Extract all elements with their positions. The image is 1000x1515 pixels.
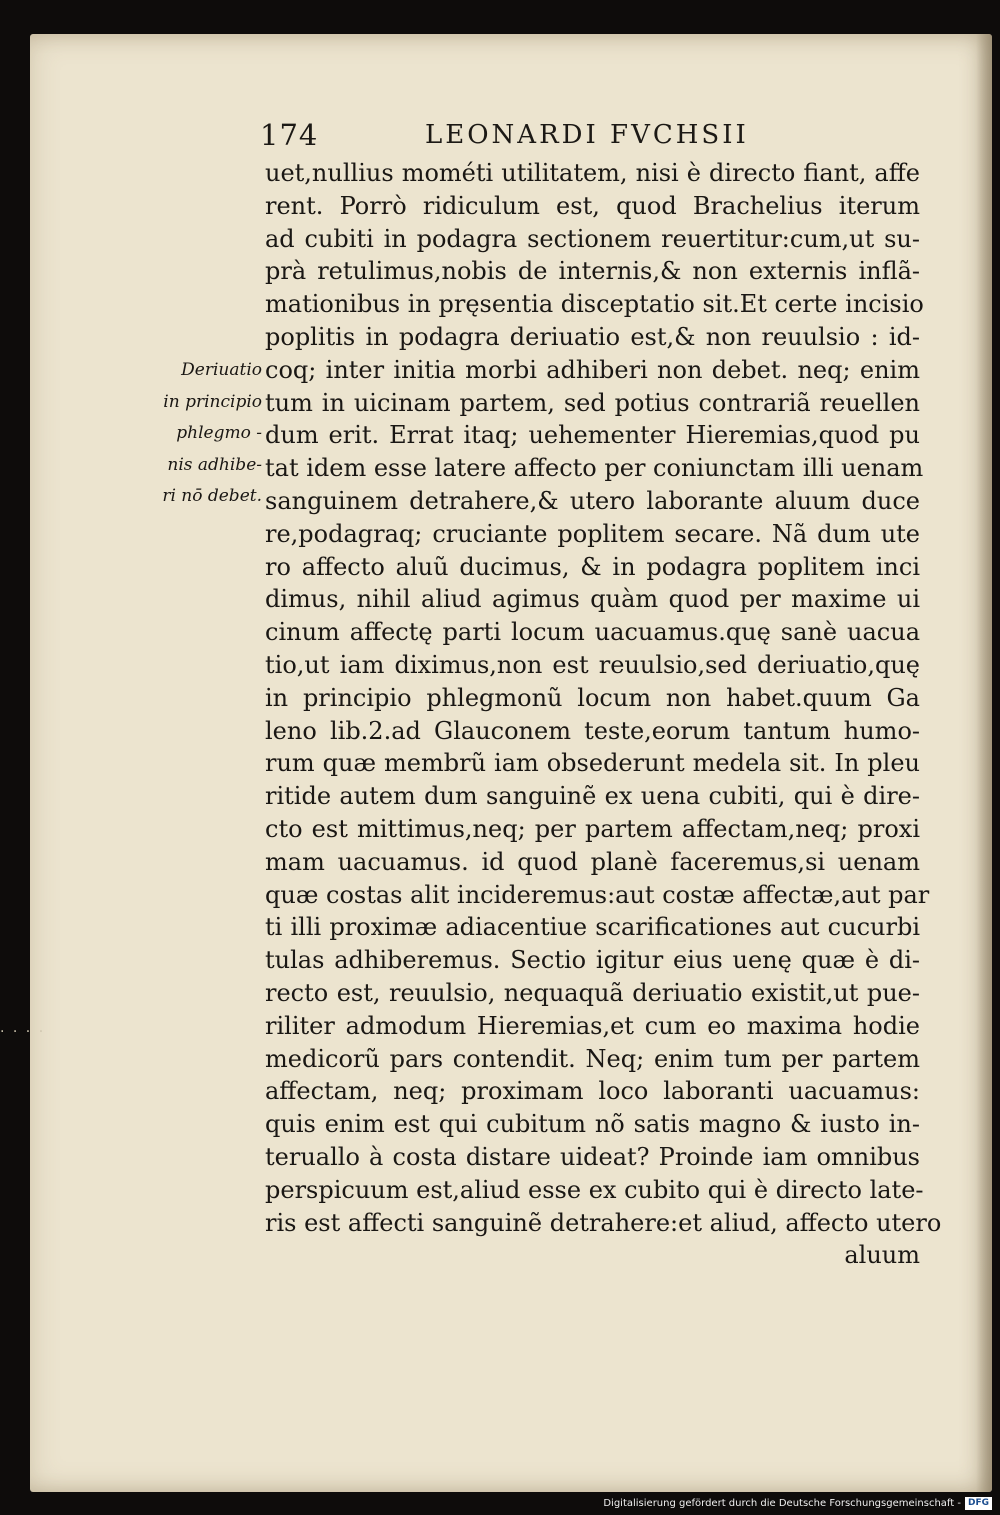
text-line: ro affecto aluũ ducimus, & in podagra poplitem inci: [265, 552, 920, 581]
text-line: uet,nullius mométi utilitatem, nisi è directo fiant, affe: [265, 159, 920, 187]
text-line: riliter admodum Hieremias,et cum eo maxima hodie: [265, 1011, 920, 1040]
margin-note-line: nis adhibe-: [167, 454, 262, 475]
text-line: ritide autem dum sanguinẽ ex uena cubiti, qui è dire-: [265, 782, 920, 811]
text-line: in principio phlegmonũ locum non habet.quum Ga: [265, 683, 920, 712]
margin-note: [150, 355, 262, 513]
text-line: mationibus in pręsentia disceptatio sit.Et certe incisio: [265, 290, 924, 319]
text-line: tulas adhiberemus. Sectio igitur eius uenę quæ è di-: [265, 946, 920, 975]
text-line: tum in uicinam partem, sed potius contrariã reuellen: [265, 388, 920, 417]
page-number: 174: [260, 118, 319, 152]
text-line: ti illi proximæ adiacentiue scarificationes aut cucurbi: [265, 913, 920, 942]
text-line: sanguinem detrahere,& utero laborante aluum duce: [265, 486, 920, 515]
text-line: mam uacuamus. id quod planè faceremus,si uenam: [265, 847, 920, 876]
text-line: recto est, reuulsio, nequaquã deriuatio existit,ut pue-: [265, 978, 920, 1007]
margin-note-line: in principio: [163, 391, 262, 412]
text-line: dum erit. Errat itaq; uehementer Hieremias,quod pu: [265, 421, 920, 450]
text-line: teruallo à costa distare uideat? Proinde iam omnibus: [265, 1142, 920, 1171]
page-edge-shadow: [976, 34, 992, 1492]
text-line: rent. Porrò ridiculum est, quod Brachelius iterum: [265, 191, 920, 220]
text-line: leno lib.2.ad Glauconem teste,eorum tantum humo-: [265, 716, 920, 745]
text-line: poplitis in podagra deriuatio est,& non reuulsio : id-: [265, 322, 920, 351]
catchword: aluum: [844, 1241, 920, 1270]
text-line: ad cubiti in podagra sectionem reuertitur:cum,ut su-: [265, 224, 920, 253]
text-line: perspicuum est,aliud esse ex cubito qui è directo late-: [265, 1175, 924, 1204]
text-line: medicorũ pars contendit. Neq; enim tum per partem: [265, 1044, 920, 1073]
margin-note-line: phlegmo -: [176, 423, 262, 443]
text-line: prà retulimus,nobis de internis,& non externis inflã-: [265, 257, 920, 286]
text-line: coq; inter initia morbi adhiberi non debet. neq; enim: [265, 355, 920, 384]
text-line: dimus, nihil aliud agimus quàm quod per maxime ui: [265, 585, 920, 614]
text-line: ris est affecti sanguinẽ detrahere:et aliud, affecto utero: [265, 1208, 942, 1237]
body-text: [265, 157, 942, 1272]
text-line: rum quæ membrũ iam obsederunt medela sit. In pleu: [265, 749, 920, 778]
text-line: affectam, neq; proximam loco laboranti uacuamus:: [265, 1077, 920, 1106]
footer-banner: [603, 1495, 992, 1511]
text-line: cto est mittimus,neq; per partem affectam,neq; proxi: [265, 814, 920, 843]
text-line: quis enim est qui cubitum nõ satis magno & iusto in-: [265, 1110, 920, 1139]
text-line: cinum affectę parti locum uacuamus.quę sanè uacua: [265, 618, 920, 647]
running-head: LEONARDI FVCHSII: [425, 120, 749, 150]
margin-note-line: Deriuatio: [181, 360, 262, 380]
text-line: tio,ut iam diximus,non est reuulsio,sed deriuatio,quę: [265, 650, 920, 679]
dfg-logo: DFG: [965, 1497, 992, 1510]
margin-note-line: ri nō debet.: [162, 486, 262, 506]
text-line: re,podagraq; cruciante poplitem secare. Nã dum ute: [265, 519, 920, 548]
binding-dots: · · · ·: [0, 1024, 46, 1040]
digitization-credit: Digitalisierung gefördert durch die Deutsche Forschungsgemeinschaft -: [603, 1497, 961, 1509]
text-line: quæ costas alit incideremus:aut costæ affectæ,aut par: [265, 880, 930, 909]
text-line: tat idem esse latere affecto per coniunctam illi uenam: [265, 454, 924, 483]
